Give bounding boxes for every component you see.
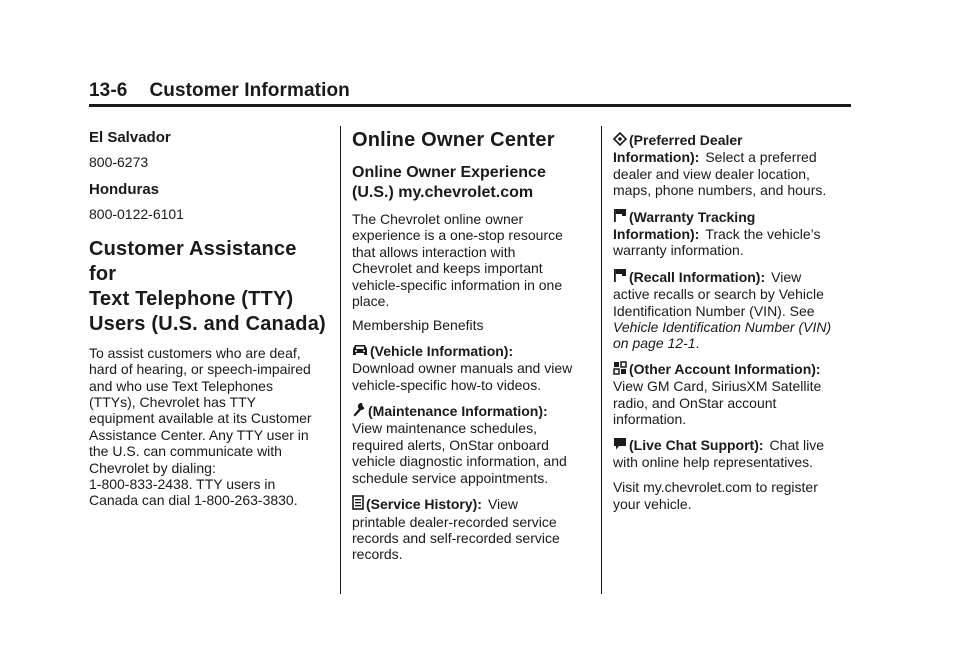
body-line: that allows interaction with: [352, 243, 516, 260]
vin-reference-link[interactable]: on page 12-1: [613, 335, 696, 352]
body-line: radio, and OnStar account: [613, 394, 777, 411]
body-line: Identification Number (VIN). See: [613, 302, 815, 319]
tty-heading: [89, 237, 329, 337]
online-owner-center-heading: Online Owner Center: [352, 129, 555, 151]
column-divider: [340, 126, 341, 594]
vehicle-information-label: (Vehicle Information):: [370, 342, 514, 359]
body-line: place.: [352, 293, 390, 310]
body-line: with online help representatives.: [613, 453, 814, 470]
intro-paragraph: [352, 211, 592, 309]
tty-body: [89, 345, 329, 509]
header-title: [89, 80, 851, 102]
live-chat-text: Chat live: [769, 436, 825, 453]
page-header: [89, 80, 851, 102]
body-line: Chevrolet and keeps important: [352, 260, 543, 277]
column-3: [613, 126, 853, 512]
honduras-phone: 800-0122-6101: [89, 206, 184, 223]
body-line: the U.S. can communicate with: [89, 443, 282, 460]
period: .: [695, 335, 700, 352]
flag-icon: [613, 208, 627, 226]
sub-heading-line: Online Owner Experience: [352, 164, 546, 181]
body-line: Assistance Center. Any TTY user in: [89, 426, 309, 443]
wrench-icon: [352, 402, 366, 420]
body-line: required alerts, OnStar onboard: [352, 436, 549, 453]
section-title: Customer Information: [149, 80, 350, 101]
other-account-label: (Other Account Information):: [629, 360, 821, 377]
warranty-tracking-label: Information):: [613, 226, 700, 243]
car-icon: [352, 344, 368, 360]
body-line: printable dealer-recorded service: [352, 513, 557, 530]
body-line: Download owner manuals and view: [352, 360, 573, 377]
body-line: To assist customers who are deaf,: [89, 344, 301, 361]
chat-icon: [613, 437, 627, 454]
page-number: 13-6: [89, 80, 128, 101]
membership-benefits-label: Membership Benefits: [352, 317, 484, 334]
body-line: The Chevrolet online owner: [352, 211, 524, 227]
live-chat-item: [613, 437, 853, 471]
recall-information-label: (Recall Information):: [629, 268, 766, 285]
body-line: experience is a one-stop resource: [352, 227, 563, 244]
vehicle-information-item: [352, 343, 592, 393]
header-rule: [89, 104, 851, 107]
el-salvador-phone: 800-6273: [89, 154, 149, 170]
body-line: schedule service appointments.: [352, 469, 549, 486]
body-line: records.: [352, 546, 403, 563]
online-owner-experience-heading: [352, 163, 592, 203]
body-line: Visit my.chevrolet.com to register: [613, 479, 818, 496]
column-2: [352, 126, 592, 563]
flag-icon: [613, 268, 627, 286]
account-icon: [613, 361, 627, 378]
recall-information-item: [613, 268, 853, 352]
document-icon: [352, 495, 364, 513]
body-line: equipment available at its Customer: [89, 410, 312, 427]
body-line: active recalls or search by Vehicle: [613, 286, 824, 303]
body-line: maps, phone numbers, and hours.: [613, 182, 827, 199]
honduras-heading: Honduras: [89, 181, 160, 199]
preferred-dealer-label: Information):: [613, 149, 700, 166]
live-chat-label: (Live Chat Support):: [629, 436, 764, 453]
warranty-tracking-text: Track the vehicle’s: [705, 226, 821, 243]
service-history-label: (Service History):: [366, 496, 482, 513]
preferred-dealer-item: [613, 132, 853, 199]
el-salvador-heading: El Salvador: [89, 129, 171, 146]
body-line: information.: [613, 411, 687, 428]
preferred-dealer-label: (Preferred Dealer: [629, 132, 743, 148]
body-line: View GM Card, SiriusXM Satellite: [613, 378, 822, 395]
tty-heading-line: Customer Assistance for: [89, 237, 297, 285]
column-1: [89, 126, 329, 509]
body-line: dealer and view dealer location,: [613, 165, 810, 182]
sub-heading-line: (U.S.) my.chevrolet.com: [352, 184, 534, 201]
body-line: View maintenance schedules,: [352, 420, 537, 437]
maintenance-information-label: (Maintenance Information):: [368, 403, 548, 420]
body-line: vehicle-specific how-to videos.: [352, 376, 542, 393]
column-divider: [601, 126, 602, 594]
body-line: Canada can dial 1-800-263-3830.: [89, 492, 298, 509]
preferred-dealer-text: Select a preferred: [705, 149, 817, 166]
body-line: your vehicle.: [613, 495, 692, 512]
body-line: warranty information.: [613, 242, 744, 259]
dealer-icon: [613, 132, 627, 149]
body-line: vehicle diagnostic information, and: [352, 453, 567, 470]
tty-heading-line: Text Telephone (TTY): [89, 287, 294, 310]
service-history-text: View: [487, 496, 519, 513]
body-line: 1-800-833-2438. TTY users in: [89, 476, 276, 493]
tty-heading-line: Users (U.S. and Canada): [89, 312, 326, 335]
warranty-tracking-item: [613, 208, 853, 259]
vin-reference-link[interactable]: Vehicle Identification Number (VIN): [613, 319, 832, 336]
body-line: vehicle-specific information in one: [352, 276, 563, 293]
visit-paragraph: [613, 479, 853, 512]
body-line: and who use Text Telephones: [89, 377, 273, 394]
other-account-item: [613, 361, 853, 428]
body-line: records and self-recorded service: [352, 529, 560, 546]
service-history-item: [352, 495, 592, 563]
body-line: Chevrolet by dialing:: [89, 459, 216, 476]
body-line: hard of hearing, or speech-impaired: [89, 361, 311, 378]
maintenance-information-item: [352, 402, 592, 486]
recall-information-text: View: [771, 268, 802, 285]
body-line: (TTYs), Chevrolet has TTY: [89, 394, 257, 411]
warranty-tracking-label: (Warranty Tracking: [629, 208, 756, 225]
